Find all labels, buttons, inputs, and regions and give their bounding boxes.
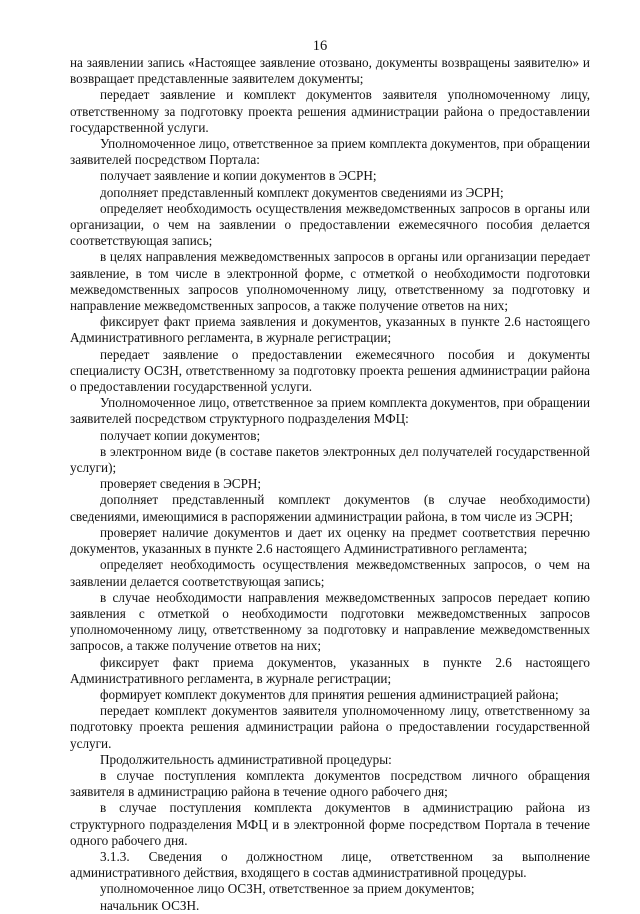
paragraph: фиксирует факт приема документов, указанных в пункте 2.6 настоящего Административного регламента, в журнале регистрации; — [70, 654, 590, 686]
paragraph: на заявлении запись «Настоящее заявление отозвано, документы возвращены заявителю» и возвращает представленные заявителем документы; — [70, 55, 590, 87]
document-body — [70, 55, 590, 914]
page-number: 16 — [312, 38, 328, 54]
paragraph: определяет необходимость осуществления межведомственных запросов, о чем на заявлении делается соответствующая запись; — [70, 557, 590, 589]
paragraph: в целях направления межведомственных запросов в органы или организации передает заявление, в том числе в электронной форме, с отметкой о необходимости подготовки межведомственных запросов уполномоченному лицу, ответственному за подготовку и направление межведомственных запросов, а также получение ответов на них; — [70, 249, 590, 314]
paragraph: в электронном виде (в составе пакетов электронных дел получателей государственной услуги); — [70, 443, 590, 476]
paragraph: 3.1.3. Сведения о должностном лице, ответственном за выполнение административного действия, входящего в состав административной процедуры. — [70, 848, 590, 881]
paragraph: начальник ОСЗН. — [100, 897, 200, 913]
paragraph: Продолжительность административной процедуры: — [100, 751, 392, 767]
paragraph: формирует комплект документов для принятия решения администрацией района; — [100, 686, 559, 702]
paragraph: Уполномоченное лицо, ответственное за прием комплекта документов, при обращении заявителей посредством Портала: — [70, 136, 590, 168]
paragraph: проверяет сведения в ЭСРН; — [100, 476, 262, 492]
paragraph: передает комплект документов заявителя уполномоченному лицу, ответственному за подготовку проекта решения администрации района о предоставлении государственной услуги. — [70, 703, 590, 751]
paragraph: дополняет представленный комплект документов сведениями из ЭСРН; — [100, 184, 504, 200]
paragraph: в случае поступления комплекта документов посредством личного обращения заявителя в администрацию района в течение одного рабочего дня; — [70, 767, 590, 800]
paragraph: уполномоченное лицо ОСЗН, ответственное за прием документов; — [100, 881, 475, 897]
paragraph: передает заявление о предоставлении ежемесячного пособия и документы специалисту ОСЗН, ответственному за подготовку проекта решения администрации района о предоставлении государственной услуги. — [70, 346, 590, 395]
paragraph: проверяет наличие документов и дает их оценку на предмет соответствия перечню документов, указанных в пункте 2.6 настоящего Административного регламента; — [70, 524, 590, 557]
paragraph: дополняет представленный комплект документов (в случае необходимости) сведениями, имеющимися в распоряжении администрации района, в том числе из ЭСРН; — [70, 492, 590, 524]
paragraph: Уполномоченное лицо, ответственное за прием комплекта документов, при обращении заявителей посредством структурного подразделения МФЦ: — [70, 395, 590, 427]
paragraph: получает копии документов; — [100, 427, 261, 443]
paragraph: фиксирует факт приема заявления и документов, указанных в пункте 2.6 настоящего Административного регламента, в журнале регистрации; — [70, 314, 590, 346]
paragraph: передает заявление и комплект документов заявителя уполномоченному лицу, ответственному за подготовку проекта решения администрации района о предоставлении государственной услуги. — [70, 87, 590, 135]
paragraph: получает заявление и копии документов в ЭСРН; — [100, 168, 377, 184]
paragraph: в случае необходимости направления межведомственных запросов передает копию заявления с отметкой о необходимости подготовки межведомственных запросов уполномоченному лицу, ответственному за подготовку и направление межведомственных запросов, а также получение ответов на них; — [70, 589, 590, 654]
paragraph: в случае поступления комплекта документов в администрацию района из структурного подразделения МФЦ и в электронной форме посредством Портала в течение одного рабочего дня. — [70, 800, 590, 848]
paragraph: определяет необходимость осуществления межведомственных запросов в органы или организации, о чем на заявлении о предоставлении ежемесячного пособия делается соответствующая запись; — [70, 200, 590, 249]
